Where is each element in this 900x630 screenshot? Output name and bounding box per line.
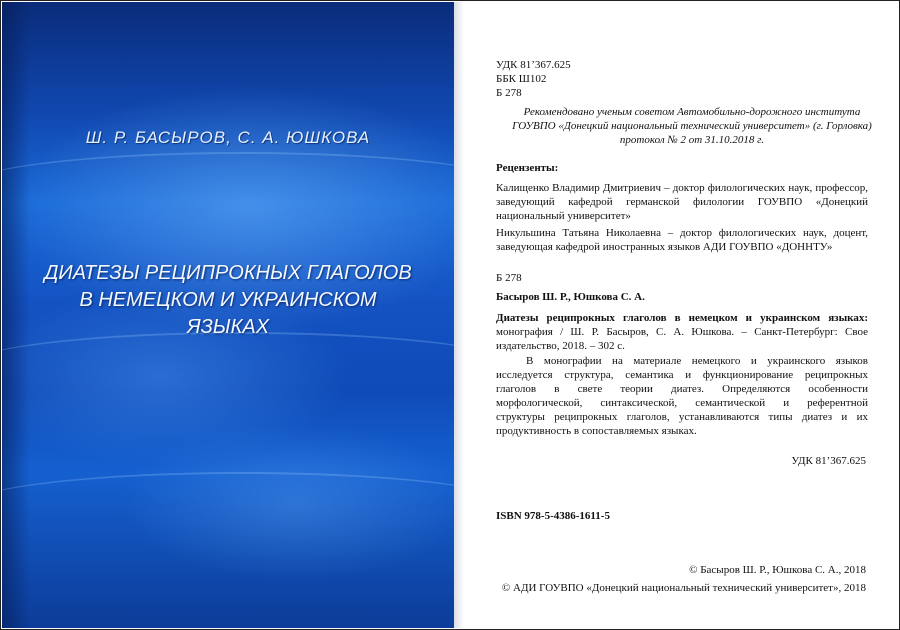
abstract <box>496 354 868 438</box>
bibliographic-record <box>496 311 868 353</box>
udk-code-bottom: УДК 81’367.625 <box>791 455 866 467</box>
reviewer-2 <box>496 226 868 254</box>
cover-wave-decoration <box>2 152 454 224</box>
reviewer-1-line: заведующий кафедрой германской филологии ГОУВПО «Донецкий <box>496 196 868 208</box>
bib-title-line <box>496 311 868 325</box>
copyright-institution: © АДИ ГОУВПО «Донецкий национальный технический университет», 2018 <box>501 582 866 594</box>
abstract-line: исследуется структура, семантика и функционирование реципрокных <box>496 369 868 381</box>
abstract-line: структуры реципрокных глаголов, устанавливаются типы диатез и их <box>496 411 868 423</box>
author-mark-2: Б 278 <box>496 272 522 284</box>
reviewer-2-line: заведующая кафедрой иностранных языков АДИ ГОУВПО «ДОННТУ» <box>496 241 833 253</box>
reviewer-1-line: национальный университет» <box>496 210 631 222</box>
abstract-line: В монографии на материале немецкого и украинского языков <box>526 355 868 367</box>
book-cover <box>2 2 454 628</box>
cover-title-line: ЯЗЫКАХ <box>186 316 270 338</box>
abstract-line: глаголов в свете теории диатез. Определяются особенности <box>496 383 868 395</box>
cover-title-line: В НЕМЕЦКОМ И УКРАИНСКОМ <box>79 289 377 311</box>
cover-title <box>22 260 434 341</box>
recommendation-note <box>492 105 892 147</box>
recommendation-line: протокол № 2 от 31.10.2018 г. <box>619 134 765 146</box>
page-gutter <box>454 2 464 628</box>
copyright-authors: © Басыров Ш. Р., Юшкова С. А., 2018 <box>689 564 866 576</box>
recommendation-line: Рекомендовано ученым советом Автомобильно-дорожного института <box>523 106 861 118</box>
book-authors: Басыров Ш. Р., Юшкова С. А. <box>496 291 645 303</box>
bib-line: издательство, 2018. – 302 с. <box>496 340 625 352</box>
isbn: ISBN 978-5-4386-1611-5 <box>496 510 610 522</box>
cover-wave-decoration <box>2 332 454 404</box>
author-mark: Б 278 <box>496 87 522 99</box>
bib-line: монография / Ш. Р. Басыров, С. А. Юшкова. – Санкт-Петербург: Свое <box>496 326 868 338</box>
reviewers-heading: Рецензенты: <box>496 162 559 174</box>
udk-code: УДК 81’367.625 <box>496 59 571 71</box>
imprint-page <box>464 2 898 628</box>
bib-title: Диатезы реципрокных глаголов в немецком и украинском языках: <box>496 312 868 324</box>
reviewer-1 <box>496 181 868 223</box>
bbk-code: ББК Ш102 <box>496 73 547 85</box>
reviewer-1-line: Калищенко Владимир Дмитриевич – доктор филологических наук, профессор, <box>496 182 868 194</box>
recommendation-line: ГОУВПО «Донецкий национальный технический университет» (г. Горловка) <box>512 120 872 132</box>
abstract-line: продуктивность в сопоставляемых языках. <box>496 425 697 437</box>
cover-wave-decoration <box>2 472 454 544</box>
reviewer-2-line: Никульшина Татьяна Николаевна – доктор филологических наук, доцент, <box>496 227 868 239</box>
cover-title-line: ДИАТЕЗЫ РЕЦИПРОКНЫХ ГЛАГОЛОВ <box>44 262 412 284</box>
classification-codes <box>496 58 571 100</box>
cover-authors: Ш. Р. БАСЫРОВ, С. А. ЮШКОВА <box>85 128 371 147</box>
abstract-line: морфологической, синтаксической, семантической и референтной <box>496 397 868 409</box>
